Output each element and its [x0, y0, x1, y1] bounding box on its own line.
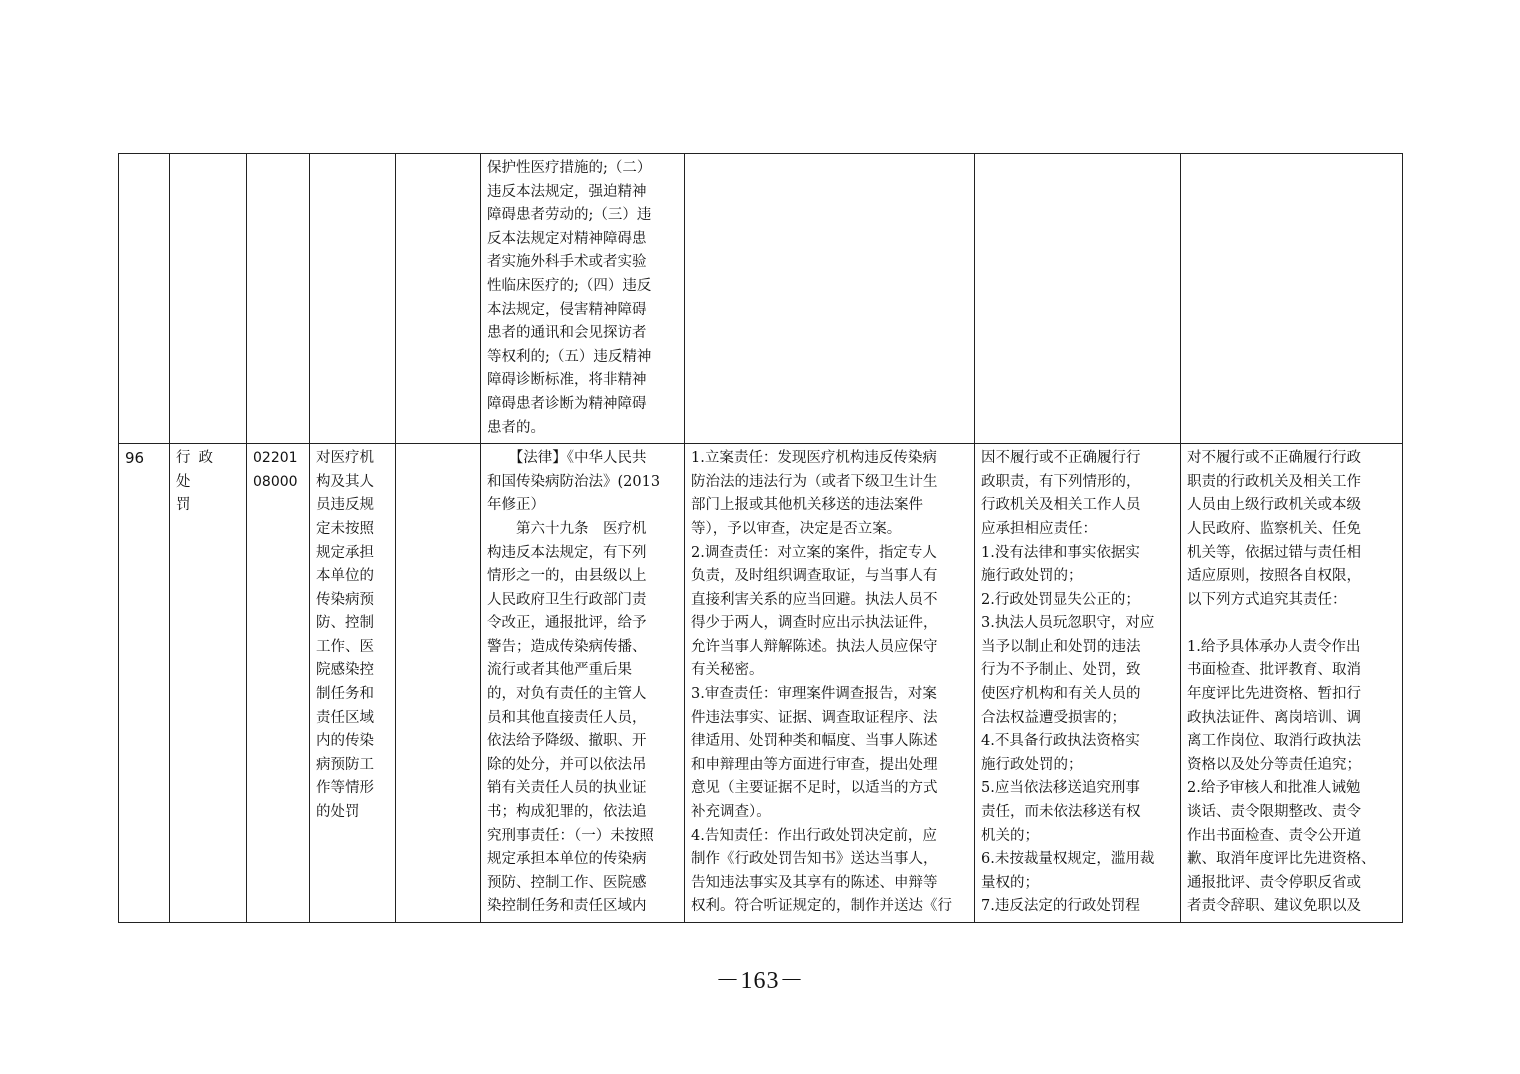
- page-number: －163－: [715, 968, 805, 994]
- table-row: [119, 154, 1403, 444]
- accountability-text: 因不履行或不正确履行行 政职责，有下列情形的， 行政机关及相关工作人员 应承担相应责任： 1.没有法律和事实依据实 施行政处罚的； 2.行政处罚显失公正的； 3.执法人员玩忽职守，对应 当予以制止和处罚的违法 行为不予制止、处罚，致 使医疗机构和有关人员的 合法权益遭受损害的； 4.不具备行政执法资格实 施行政处罚的； 5.应当依法移送追究刑事 责任，而未依法移送有权 机关的； 6.未按裁量权规定，滥用裁 量权的； 7.违反法定的行政处罚程: [981, 450, 1155, 915]
- item-name: 对医疗机 构及其人 员违反规 定未按照 规定承担 本单位的 传染病预 防、控制 工作、医 院感染控 制任务和 责任区域 内的传染 病预防工 作等情形 的处罚: [316, 450, 374, 821]
- cell-category: [170, 154, 247, 444]
- cell-measures: [1181, 154, 1403, 444]
- cell-duty: [685, 444, 975, 923]
- cell-duty: [685, 154, 975, 444]
- measures-text: 对不履行或不正确履行行政 职责的行政机关及相关工作 人员由上级行政机关或本级 人民政府、监察机关、任免 机关等，依据过错与责任相 适应原则，按照各自权限， 以下列方式追究其责任： 1.给予具体承办人责令作出 书面检查、批评教育、取消 年度评比先进资格、暂扣行 政执法证件、离岗培训、调 离工作岗位、取消行政执法 资格以及处分等责任追究； 2.给予审核人和批准人诫勉 谈话、责令限期整改、责令 作出书面检查、责令公开道 歉、取消年度评比先进资格、 通报批评、责令停职反省或 者责令辞职、建议免职以及: [1187, 450, 1376, 915]
- law-text: 【法律】《中华人民共 和国传染病防治法》(2013 年修正） 第六十九条 医疗机 构违反本法规定，有下列 情形之一的，由县级以上 人民政府卫生行政部门责 令改正，通报批评，给予 警告；造成传染病传播、 流行或者其他严重后果 的，对负有责任的主管人 员和其他直接责任人员， 依法给予降级、撤职、开 除的处分，并可以依法吊 销有关责任人员的执业证 书；构成犯罪的，依法追 究刑事责任：（一）未按照 规定承担本单位的传染病 预防、控制工作、医院感 染控制任务和责任区域内: [487, 450, 661, 915]
- cell-subitem: [396, 154, 481, 444]
- cell-item-name: [310, 444, 396, 923]
- cell-subitem: [396, 444, 481, 923]
- cell-code: [247, 154, 310, 444]
- cell-law-text: [481, 154, 685, 444]
- item-category: 行政处 罚: [176, 450, 221, 514]
- item-number: 96: [125, 449, 145, 468]
- law-text: 保护性医疗措施的;（二） 违反本法规定，强迫精神 障碍患者劳动的;（三）违 反本法规定对精神障碍患 者实施外科手术或者实验 性临床医疗的;（四）违反 本法规定，侵害精神障碍 患者的通讯和会见探访者 等权利的;（五）违反精神 障碍诊断标准，将非精神 障碍患者诊断为精神障碍 患者的。: [487, 160, 652, 436]
- cell-law-text: [481, 444, 685, 923]
- table-row: [119, 444, 1403, 923]
- cell-category: [170, 444, 247, 923]
- item-code: 02201 08000: [253, 450, 298, 490]
- cell-code: [247, 444, 310, 923]
- cell-measures: [1181, 444, 1403, 923]
- cell-number: [119, 154, 170, 444]
- duty-text: 1.立案责任：发现医疗机构违反传染病 防治法的违法行为（或者下级卫生计生 部门上报或其他机关移送的违法案件 等），予以审查，决定是否立案。 2.调查责任：对立案的案件，指定专人 负责，及时组织调查取证，与当事人有 直接利害关系的应当回避。执法人员不 得少于两人，调查时应出示执法证件， 允许当事人辩解陈述。执法人员应保守 有关秘密。 3.审查责任：审理案件调查报告，对案 件违法事实、证据、调查取证程序、法 律适用、处罚种类和幅度、当事人陈述 和申辩理由等方面进行审查，提出处理 意见（主要证据不足时，以适当的方式 补充调查）。 4.告知责任：作出行政处罚决定前，应 制作《行政处罚告知书》送达当事人， 告知违法事实及其享有的陈述、申辩等 权利。符合听证规定的，制作并送达《行: [691, 450, 952, 915]
- cell-item-name: [310, 154, 396, 444]
- cell-accountability: [975, 444, 1181, 923]
- cell-number: [119, 444, 170, 923]
- document-table: [118, 153, 1403, 923]
- cell-accountability: [975, 154, 1181, 444]
